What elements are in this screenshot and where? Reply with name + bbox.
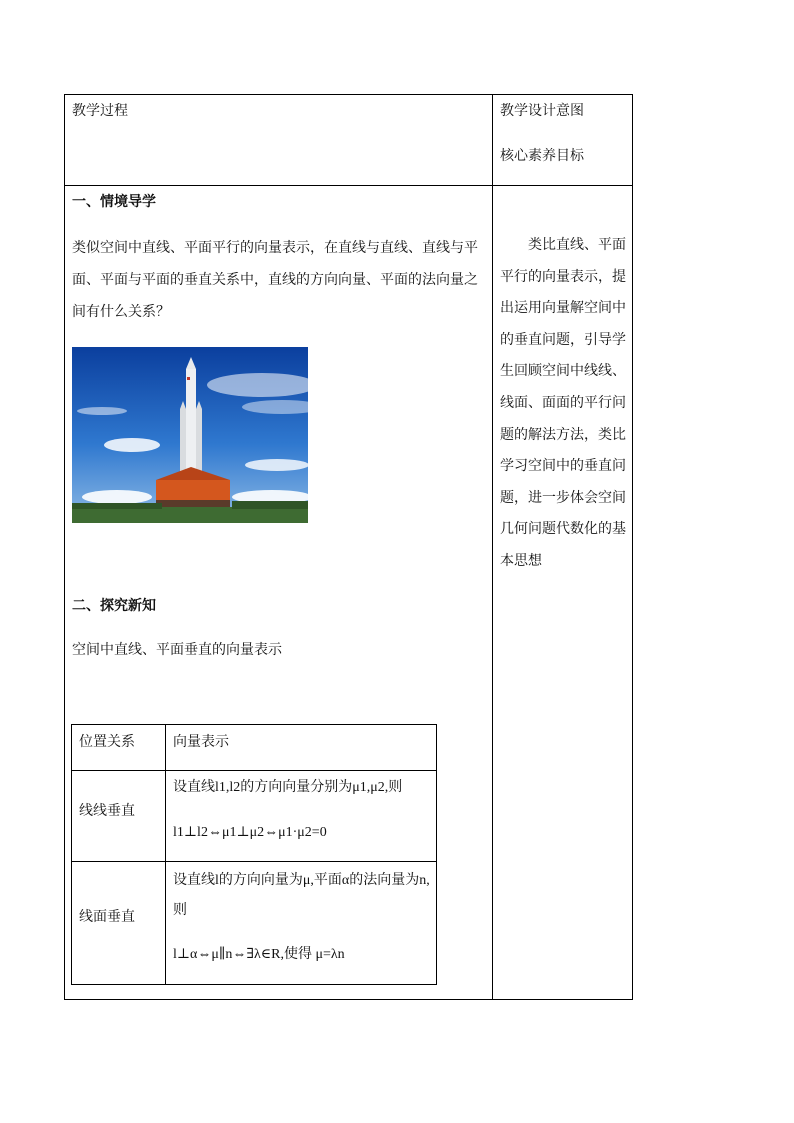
section2-subtitle: 空间中直线、平面垂直的向量表示 [72,642,282,658]
inner-row-divider [71,861,437,862]
header-divider [64,185,633,186]
vector-representation-table [71,724,437,985]
design-intent-title: 教学设计意图 [500,103,584,119]
row-relation-line-line: 线线垂直 [79,803,135,819]
row-line-plane-text2: l⊥α⇔μ∥n⇔∃λ∈R,使得 μ=λn [173,947,345,962]
row-line-line-text2: l1⊥l2⇔μ1⊥μ2⇔μ1·μ2=0 [173,825,327,840]
process-title: 教学过程 [72,103,128,119]
design-intent-note: 类比直线、平面平行的向量表示，提出运用向量解空间中的垂直问题，引导学生回顾空间中线线、线面、面面的平行问题的解法方法，类比学习空间中的垂直问题，进一步体会空间几何问题代数化的基本思想 [500,237,626,569]
section1-heading: 一、情境导学 [72,194,156,210]
section2-heading: 二、探究新知 [72,598,156,614]
core-literacy-title: 核心素养目标 [500,148,584,164]
row-relation-line-plane: 线面垂直 [79,909,135,925]
row-line-plane-text1: 设直线l的方向向量为μ,平面α的法向量为n,则 [173,873,430,918]
row-line-line-text1: 设直线l1,l2的方向向量分别为μ1,μ2,则 [173,780,403,795]
table-header-vector: 向量表示 [173,734,229,750]
rocket-launch-photo [72,347,308,523]
section1-question: 类似空间中直线、平面平行的向量表示，在直线与直线、直线与平面、平面与平面的垂直关系中，直线的方向向量、平面的法向量之间有什么关系？ [72,240,478,320]
inner-row-divider [71,770,437,771]
column-divider [492,94,493,1000]
table-header-relation: 位置关系 [79,734,135,750]
inner-column-divider [165,724,166,985]
